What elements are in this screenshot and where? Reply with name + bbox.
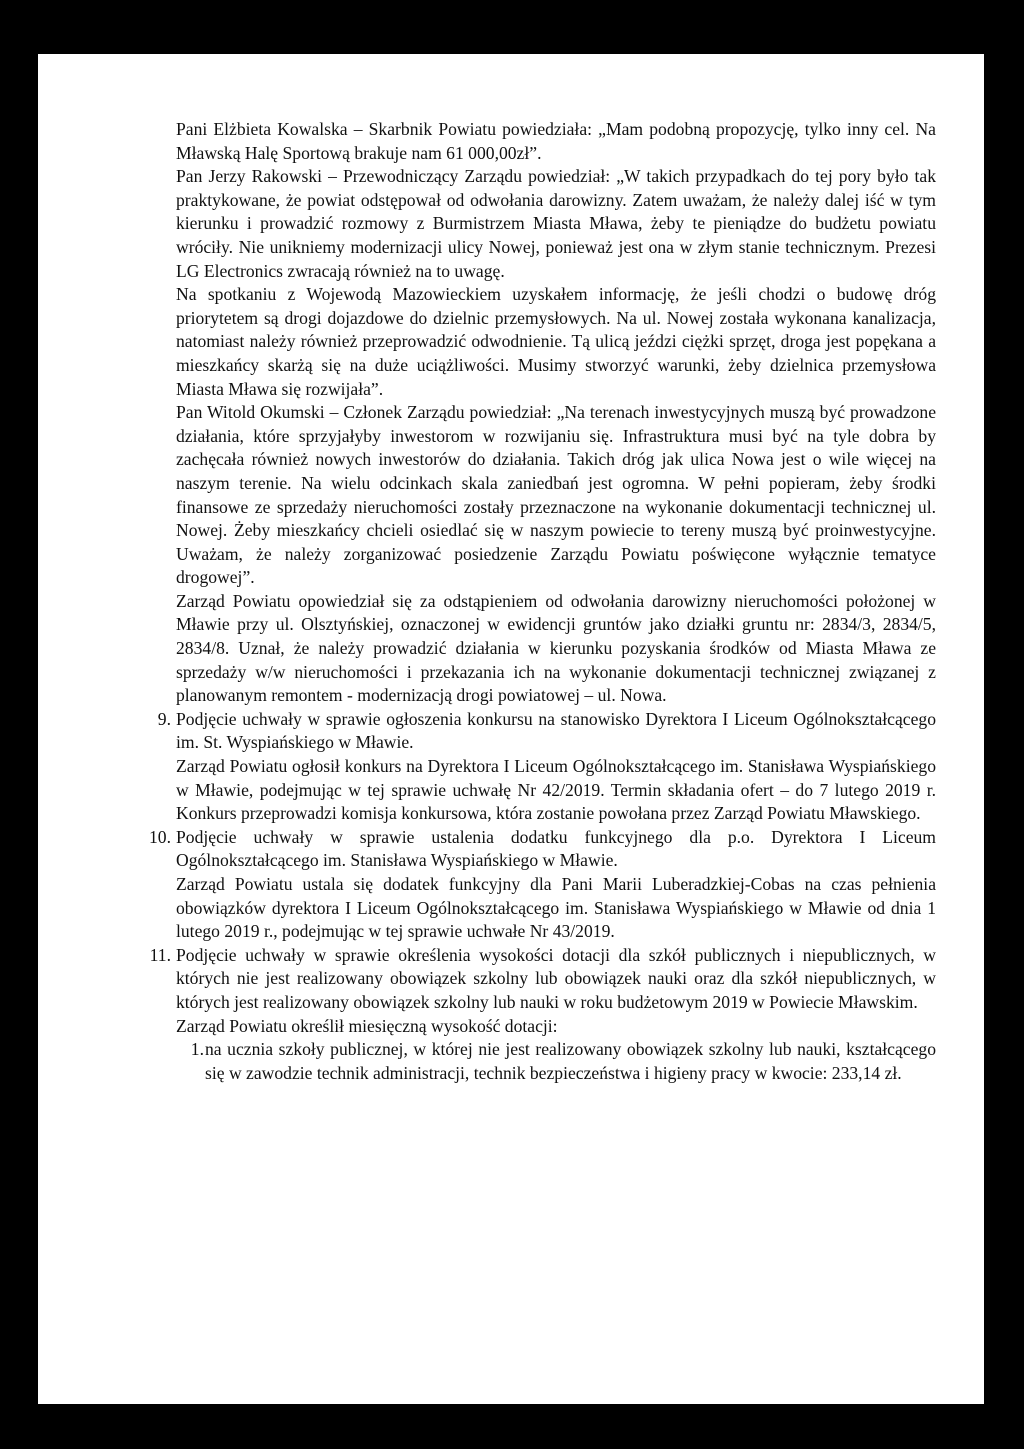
agenda-item-number: 11. <box>149 944 171 965</box>
agenda-item-9 <box>157 708 936 826</box>
agenda-item-11 <box>149 944 936 1086</box>
paragraph-rakowski: Pan Jerzy Rakowski – Przewodniczący Zarządu powiedział: „W takich przypadkach do tej pory było tak praktykowane, że powiat odstępował od odwołania darowizny. Zatem uważam, że należy dalej iść w tym kierunku i prowadzić rozmowy z Burmistrzem Miasta Mława, żeby te pieniądze do budżetu powiatu wróciły. Nie unikniemy modernizacji ulicy Nowej, ponieważ jest ona w złym stanie technicznym. Prezesi LG Electronics zwracają również na to uwagę. <box>176 166 936 281</box>
agenda-item-number: 10. <box>149 826 171 847</box>
paragraph-zarzad-decision: Zarząd Powiatu opowiedział się za odstąpieniem od odwołania darowizny nieruchomości położonej w Mławie przy ul. Olsztyńskiej, oznaczonej w ewidencji gruntów jako działki gruntu nr: 2834/3, 2834/5, 2834/8. Uznał, że należy prowadzić działania w kierunku pozyskania środków od Miasta Mława ze sprzedaży w/w nieruchomości i przekazania ich na wykonanie dokumentacji technicznej związanej z planowanym remontem - modernizacją drogi powiatowej – ul. Nowa. <box>176 590 936 706</box>
agenda-item-body: Zarząd Powiatu ustala się dodatek funkcyjny dla Pani Marii Luberadzkiej-Cobas na czas pełnienia obowiązków dyrektora I Liceum Ogólnokształcącego im. Stanisława Wyspiańskiego w Mławie od dnia 1 lutego 2019 r., podejmując w tej sprawie uchwałe Nr 43/2019. <box>176 874 936 942</box>
agenda-item-title: Podjęcie uchwały w sprawie określenia wysokości dotacji dla szkół publicznych i niepublicznych, w których nie jest realizowany obowiązek szkolny lub obowiązek nauki oraz dla szkół niepublicznych, w których jest realizowany obowiązek szkolny lub nauki w roku budżetowym 2019 w Powiecie Mławskim. <box>176 944 936 1012</box>
agenda-item-title: Podjęcie uchwały w sprawie ustalenia dodatku funkcyjnego dla p.o. Dyrektora I Liceum Ogólnokształcącego im. Stanisława Wyspiańskiego w Mławie. <box>176 826 936 871</box>
list-item <box>176 1038 936 1085</box>
agenda-item-body: Zarząd Powiatu ogłosił konkurs na Dyrektora I Liceum Ogólnokształcącego im. Stanisława Wyspiańskiego w Mławie, podejmując w tej sprawie uchwałę Nr 42/2019. Termin składania ofert – do 7 lutego 2019 r. Konkurs przeprowadzi komisja konkursowa, która zostanie powołana przez Zarząd Powiatu Mławskiego. <box>176 756 936 824</box>
paragraph-rakowski-cont: Na spotkaniu z Wojewodą Mazowieckiem uzyskałem informację, że jeśli chodzi o budowę dróg priorytetem są drogi dojazdowe do dzielnic przemysłowych. Na ul. Nowej została wykonana kanalizacja, natomiast należy również przeprowadzić odwodnienie. Tą ulicą jeździ ciężki sprzęt, droga jest popękana a mieszkańcy skarżą się na duże uciążliwości. Musimy stworzyć warunki, żeby dzielnica przemysłowa Miasta Mława się rozwijała”. <box>176 284 936 399</box>
document-content <box>149 118 936 1085</box>
paragraph-kowalska: Pani Elżbieta Kowalska – Skarbnik Powiatu powiedziała: „Mam podobną propozycję, tylko inny cel. Na Mławską Halę Sportową brakuje nam 61 000,00zł”. <box>176 119 936 163</box>
agenda-item-title: Podjęcie uchwały w sprawie ogłoszenia konkursu na stanowisko Dyrektora I Liceum Ogólnokształcącego im. St. Wyspiańskiego w Mławie. <box>176 708 936 753</box>
list-item-text: na ucznia szkoły publicznej, w której nie jest realizowany obowiązek szkolny lub nauki, kształcącego się w zawodzie technik administracji, technik bezpieczeństwa i higieny pracy w kwocie: 233,14 zł. <box>205 1039 936 1083</box>
agenda-item-10 <box>149 826 936 944</box>
document-page <box>38 54 984 1404</box>
list-item-number: 1. <box>190 1039 204 1060</box>
agenda-item-body: Zarząd Powiatu określił miesięczną wysokość dotacji: <box>176 1015 558 1036</box>
paragraph-okumski: Pan Witold Okumski – Członek Zarządu powiedział: „Na terenach inwestycyjnych muszą być prowadzone działania, które sprzyjałyby inwestorom w rozwijaniu się. Infrastruktura musi być na tyle dobra by zachęcała również nowych inwestorów do działania. Takich dróg jak ulica Nowa jest o wile więcej na naszym terenie. Na wielu odcinkach skala zaniedbań jest ogromna. W pełni popieram, żeby środki finansowe ze sprzedaży nieruchomości zostały przeznaczone na wykonanie dokumentacji technicznej ul. Nowej. Żeby mieszkańcy chcieli osiedlać się w naszym powiecie to tereny muszą być proinwestycyjne. Uważam, że należy zorganizować posiedzenie Zarządu Powiatu poświęcone wyłącznie tematyce drogowej”. <box>176 402 936 588</box>
agenda-item-number: 9. <box>157 708 171 729</box>
